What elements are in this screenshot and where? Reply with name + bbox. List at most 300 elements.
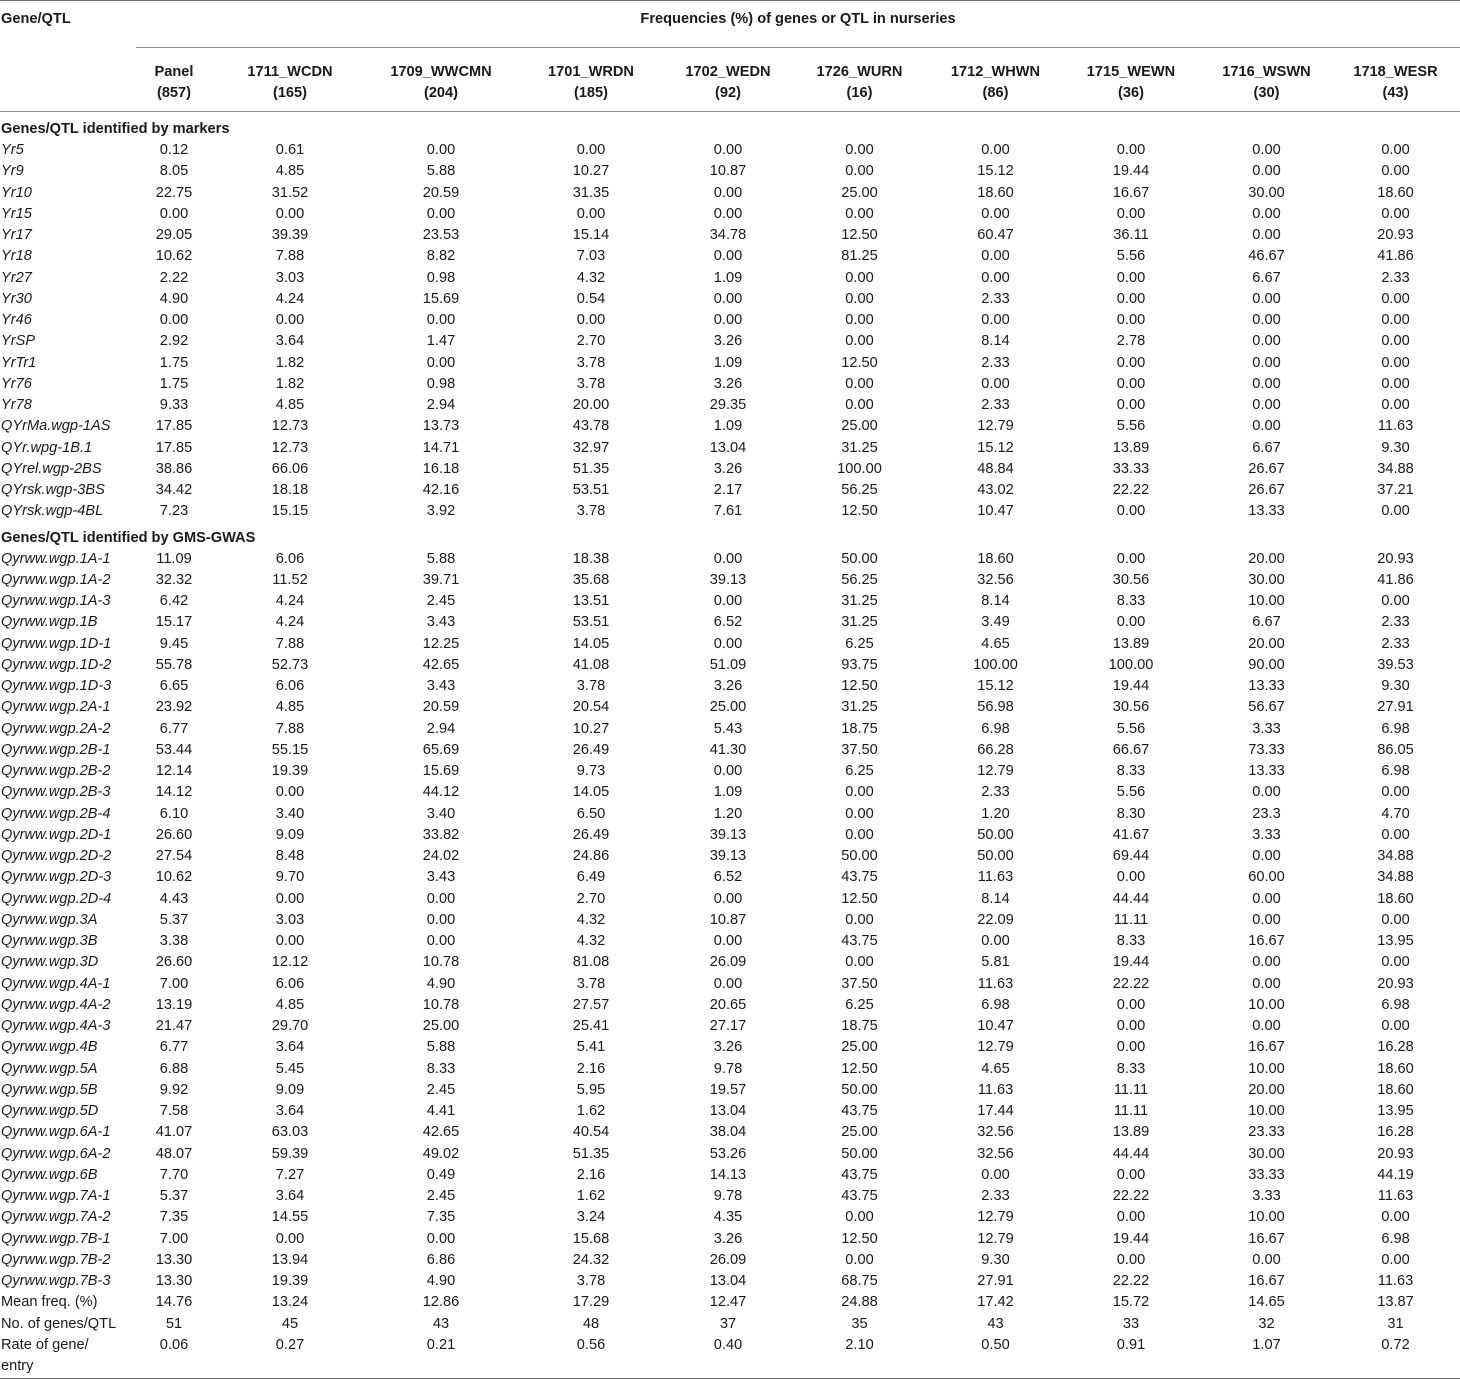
frequency-cell: 0.00	[426, 312, 456, 328]
frequency-cell: 27.17	[709, 1018, 747, 1034]
frequency-cell: 21.47	[155, 1018, 193, 1034]
frequency-cell: 36.11	[1113, 227, 1149, 243]
frequency-cell: 0.00	[426, 205, 456, 222]
frequency-cell: 3.43	[426, 678, 456, 694]
frequency-cell: 38.04	[709, 1124, 747, 1141]
frequency-cell: 0.00	[1381, 290, 1410, 307]
frequency-cell: 12.50	[841, 1230, 878, 1247]
frequency-cell: 0.00	[275, 1230, 305, 1247]
gene-name: QYrsk.wgp-4BL	[1, 503, 104, 520]
table-row	[0, 161, 1460, 182]
frequency-cell: 22.09	[977, 911, 1014, 928]
table-row	[0, 310, 1460, 331]
frequency-cell: 0.00	[1116, 996, 1146, 1013]
summary-cell: 37	[719, 1315, 737, 1332]
frequency-cell: 3.03	[275, 911, 305, 928]
frequency-cell: 0.00	[275, 933, 305, 949]
frequency-cell: 0.00	[713, 763, 743, 779]
table-row	[0, 782, 1460, 803]
frequency-cell: 6.98	[1381, 1230, 1410, 1247]
frequency-cell: 8.14	[981, 890, 1010, 907]
frequency-cell: 0.00	[713, 890, 743, 907]
frequency-cell: 19.44	[1112, 163, 1150, 180]
summary-label: Rate of gene/ entry	[0, 1335, 136, 1379]
frequency-cell: 30.56	[1112, 571, 1150, 588]
frequency-cell: 0.00	[845, 312, 874, 328]
frequency-cell: 0.00	[713, 205, 743, 222]
frequency-cell: 0.00	[1252, 205, 1281, 222]
frequency-cell: 0.00	[713, 550, 743, 567]
frequency-cell: 0.00	[275, 890, 305, 907]
frequency-cell: 7.70	[159, 1166, 189, 1183]
summary-cell: 1.07	[1202, 1335, 1331, 1379]
frequency-cell: 42.65	[422, 656, 460, 673]
frequency-cell: 42.16	[422, 482, 460, 498]
gene-name: Qyrww.wgp.2B-2	[1, 763, 111, 779]
frequency-cell: 50.00	[841, 1145, 878, 1162]
frequency-cell: 17.85	[155, 439, 193, 456]
frequency-cell: 32.56	[977, 1145, 1014, 1162]
frequency-cell: 0.00	[845, 1251, 874, 1268]
frequency-cell: 0.00	[1381, 826, 1410, 843]
summary-row	[0, 1335, 1460, 1379]
frequency-cell: 44.44	[1112, 890, 1150, 907]
frequency-cell: 9.70	[275, 869, 305, 886]
frequency-cell: 7.35	[426, 1209, 456, 1226]
frequency-cell: 0.00	[426, 890, 456, 907]
frequency-cell: 3.43	[426, 614, 456, 631]
summary-cell: 13.87	[1377, 1294, 1414, 1311]
column-header: 1709_WWCMN (204)	[368, 48, 514, 112]
column-header: 1701_WRDN (185)	[514, 48, 668, 112]
frequency-cell: 7.88	[275, 635, 305, 652]
frequency-cell: 3.78	[576, 354, 606, 371]
frequency-cell: 25.00	[841, 1039, 878, 1056]
frequency-cell: 0.00	[1116, 312, 1146, 328]
frequency-cell: 3.92	[426, 503, 456, 520]
frequency-cell: 13.89	[1112, 1124, 1150, 1141]
frequency-cell: 0.00	[981, 312, 1010, 328]
frequency-cell: 10.62	[155, 869, 193, 886]
frequency-cell: 6.86	[426, 1251, 456, 1268]
frequency-cell: 3.33	[1252, 1188, 1281, 1204]
frequency-cell: 0.00	[1252, 397, 1281, 413]
frequency-cell: 14.71	[422, 439, 460, 456]
frequency-cell: 2.33	[981, 1188, 1010, 1204]
frequency-cell: 27.57	[572, 996, 610, 1013]
frequency-cell: 5.43	[713, 720, 743, 737]
frequency-cell: 3.38	[159, 933, 189, 949]
frequency-cell: 3.03	[275, 269, 305, 286]
frequency-cell: 0.00	[845, 397, 874, 413]
frequency-cell: 22.75	[155, 184, 193, 201]
frequency-cell: 17.44	[977, 1103, 1014, 1119]
frequency-cell: 9.78	[713, 1188, 743, 1204]
frequency-cell: 23.53	[422, 227, 460, 243]
frequency-cell: 44.19	[1377, 1166, 1414, 1183]
frequency-cell: 37.50	[841, 975, 878, 992]
frequency-cell: 31.25	[841, 593, 878, 609]
frequency-cell: 81.25	[841, 248, 878, 265]
frequency-cell: 0.00	[981, 205, 1010, 222]
frequency-cell: 3.24	[576, 1209, 606, 1226]
frequency-cell: 2.33	[981, 290, 1010, 307]
frequency-cell: 1.82	[275, 354, 305, 371]
frequency-cell: 18.75	[841, 1018, 878, 1034]
frequency-cell: 60.00	[1248, 869, 1285, 886]
frequency-cell: 9.73	[576, 763, 606, 779]
gene-name: Qyrww.wgp.1A-2	[1, 571, 111, 588]
frequency-cell: 8.33	[1116, 593, 1146, 609]
frequency-cell: 10.27	[572, 163, 610, 180]
frequency-cell: 4.43	[159, 890, 189, 907]
frequency-cell: 9.09	[275, 1081, 305, 1098]
frequency-cell: 27.91	[977, 1273, 1014, 1289]
frequency-cell: 3.26	[713, 678, 743, 694]
frequency-cell: 6.50	[576, 805, 606, 822]
frequency-cell: 19.39	[271, 1273, 309, 1289]
frequency-cell: 2.78	[1116, 333, 1146, 350]
gene-name: Yr10	[1, 184, 32, 201]
frequency-cell: 32.56	[977, 571, 1014, 588]
frequency-cell: 0.00	[1116, 1209, 1146, 1226]
frequency-cell: 39.13	[709, 571, 747, 588]
table-row	[0, 889, 1460, 910]
frequency-cell: 25.00	[841, 184, 878, 201]
frequency-cell: 9.30	[981, 1251, 1010, 1268]
summary-cell: 24.88	[841, 1294, 878, 1311]
nurseries-span-header: Frequencies (%) of genes or QTL in nurseries	[136, 1, 1460, 48]
frequency-cell: 0.00	[1252, 848, 1281, 864]
frequency-cell: 6.52	[713, 614, 743, 631]
frequency-cell: 0.00	[845, 911, 874, 928]
frequency-cell: 5.88	[426, 163, 456, 180]
frequency-cell: 12.12	[271, 954, 309, 971]
frequency-cell: 0.00	[1381, 375, 1410, 392]
table-row	[0, 395, 1460, 416]
frequency-cell: 11.11	[1113, 1081, 1149, 1098]
frequency-cell: 13.33	[1248, 678, 1285, 694]
frequency-cell: 13.95	[1377, 1103, 1414, 1119]
frequency-cell: 4.90	[159, 290, 189, 307]
frequency-cell: 6.06	[275, 550, 305, 567]
frequency-cell: 0.00	[845, 205, 874, 222]
frequency-cell: 32.32	[155, 571, 193, 588]
frequency-cell: 10.47	[977, 503, 1014, 520]
frequency-cell: 6.98	[981, 720, 1010, 737]
frequency-cell: 11.63	[977, 869, 1014, 886]
frequency-cell: 0.00	[1116, 503, 1146, 520]
frequency-cell: 0.00	[1116, 1039, 1146, 1056]
table-row	[0, 549, 1460, 570]
frequency-cell: 19.44	[1112, 1230, 1150, 1247]
frequency-cell: 50.00	[841, 1081, 878, 1098]
frequency-cell: 7.61	[713, 503, 743, 520]
frequency-cell: 5.88	[426, 550, 456, 567]
frequency-cell: 0.00	[845, 375, 874, 392]
frequency-cell: 40.54	[572, 1124, 610, 1141]
frequency-cell: 27.91	[1377, 699, 1414, 716]
frequency-cell: 12.79	[977, 1209, 1014, 1226]
frequency-cell: 8.48	[275, 848, 305, 864]
frequency-cell: 34.42	[155, 482, 193, 498]
frequency-cell: 16.28	[1377, 1039, 1414, 1056]
frequency-cell: 6.98	[1381, 996, 1410, 1013]
frequency-cell: 0.00	[713, 290, 743, 307]
frequency-cell: 56.67	[1248, 699, 1285, 716]
frequency-cell: 0.00	[1381, 333, 1410, 350]
frequency-cell: 8.30	[1116, 805, 1146, 822]
frequency-cell: 29.05	[155, 227, 193, 243]
frequency-cell: 6.42	[159, 593, 189, 609]
frequency-cell: 20.00	[572, 397, 610, 413]
frequency-cell: 6.65	[159, 678, 189, 694]
frequency-cell: 18.60	[1377, 1060, 1414, 1077]
table-body	[0, 112, 1460, 1379]
frequency-cell: 43.75	[841, 869, 878, 886]
frequency-cell: 41.86	[1377, 571, 1414, 588]
frequency-cell: 10.00	[1248, 1209, 1285, 1226]
frequency-cell: 0.98	[426, 269, 456, 286]
frequency-cell: 37.50	[841, 741, 878, 758]
gene-name: Qyrww.wgp.2B-1	[1, 741, 111, 758]
frequency-cell: 24.86	[572, 848, 610, 864]
frequency-cell: 0.00	[713, 975, 743, 992]
summary-label: No. of genes/QTL	[1, 1315, 117, 1332]
table-row	[0, 910, 1460, 931]
frequency-cell: 93.75	[841, 656, 878, 673]
frequency-cell: 42.65	[422, 1124, 460, 1141]
frequency-cell: 34.88	[1377, 869, 1414, 886]
summary-cell: 43	[987, 1315, 1004, 1332]
frequency-cell: 33.82	[422, 826, 460, 843]
gene-name: Yr78	[1, 397, 32, 413]
gene-name: Qyrww.wgp.2D-4	[1, 890, 112, 907]
frequency-cell: 4.90	[426, 1273, 456, 1289]
frequency-cell: 0.00	[1116, 1166, 1146, 1183]
frequency-cell: 0.00	[275, 205, 305, 222]
frequency-cell: 15.12	[977, 678, 1014, 694]
frequency-cell: 2.33	[981, 784, 1010, 801]
table-row	[0, 804, 1460, 825]
frequency-cell: 8.14	[981, 593, 1010, 609]
frequency-cell: 44.12	[422, 784, 460, 801]
frequency-cell: 25.00	[841, 418, 878, 435]
table-row	[0, 1080, 1460, 1101]
summary-cell: 31	[1387, 1315, 1404, 1332]
frequency-cell: 16.67	[1112, 184, 1150, 201]
frequency-cell: 13.30	[155, 1273, 193, 1289]
frequency-cell: 6.10	[159, 805, 189, 822]
frequency-cell: 9.33	[159, 397, 189, 413]
frequency-cell: 12.50	[841, 503, 878, 520]
frequency-cell: 25.00	[422, 1018, 460, 1034]
frequency-cell: 29.35	[709, 397, 747, 413]
frequency-cell: 43.75	[841, 933, 878, 949]
frequency-cell: 1.62	[576, 1188, 606, 1204]
table-row	[0, 140, 1460, 161]
frequency-cell: 9.30	[1381, 678, 1410, 694]
frequency-cell: 0.00	[1381, 205, 1410, 222]
frequency-cell: 34.78	[709, 227, 747, 243]
frequency-cell: 65.69	[422, 741, 460, 758]
frequency-cell: 2.94	[426, 720, 456, 737]
frequency-cell: 4.85	[275, 699, 305, 716]
summary-cell: 14.65	[1248, 1294, 1285, 1311]
frequency-cell: 20.93	[1377, 550, 1414, 567]
frequency-cell: 32.97	[572, 439, 610, 456]
frequency-cell: 0.00	[1252, 142, 1281, 158]
frequency-cell: 12.79	[977, 1230, 1014, 1247]
gene-name: Qyrww.wgp.7A-1	[1, 1188, 111, 1204]
frequency-cell: 20.00	[1248, 550, 1285, 567]
summary-cell: 43	[432, 1315, 450, 1332]
table-row	[0, 1229, 1460, 1250]
gene-name: YrTr1	[1, 354, 37, 371]
frequency-cell: 10.27	[572, 720, 610, 737]
frequency-cell: 0.00	[845, 290, 874, 307]
frequency-cell: 0.00	[1252, 911, 1281, 928]
frequency-cell: 4.35	[713, 1209, 743, 1226]
frequency-cell: 39.13	[709, 826, 747, 843]
table-row	[0, 225, 1460, 246]
summary-cell: 0.40	[668, 1335, 788, 1379]
frequency-cell: 7.58	[159, 1103, 189, 1119]
table-row	[0, 374, 1460, 395]
frequency-cell: 0.49	[426, 1166, 456, 1183]
frequency-cell: 73.33	[1248, 741, 1285, 758]
frequency-cell: 12.50	[841, 678, 878, 694]
frequency-cell: 11.63	[977, 1081, 1014, 1098]
summary-cell: 17.29	[572, 1294, 610, 1311]
frequency-cell: 41.67	[1112, 826, 1150, 843]
table-row	[0, 501, 1460, 522]
frequency-cell: 20.54	[572, 699, 610, 716]
frequency-cell: 6.88	[159, 1060, 189, 1077]
frequency-cell: 0.00	[1116, 1251, 1146, 1268]
frequency-cell: 0.00	[845, 142, 874, 158]
frequency-cell: 0.00	[1252, 784, 1281, 801]
gene-column-header: Gene/QTL	[0, 1, 136, 48]
summary-row	[0, 1314, 1460, 1335]
table-row	[0, 719, 1460, 740]
frequency-cell: 14.05	[572, 635, 610, 652]
frequency-cell: 0.00	[981, 269, 1010, 286]
frequency-cell: 0.00	[1381, 142, 1410, 158]
frequency-cell: 31.25	[841, 439, 878, 456]
frequency-cell: 0.00	[713, 933, 743, 949]
table-row	[0, 1165, 1460, 1186]
frequency-cell: 9.45	[159, 635, 189, 652]
frequency-cell: 2.16	[576, 1166, 606, 1183]
frequency-cell: 53.26	[709, 1145, 747, 1162]
frequency-cell: 10.00	[1248, 593, 1285, 609]
frequency-cell: 15.12	[977, 439, 1014, 456]
frequency-cell: 13.33	[1248, 763, 1285, 779]
frequency-cell: 5.88	[426, 1039, 456, 1056]
frequency-cell: 0.00	[1252, 1251, 1281, 1268]
frequency-cell: 3.26	[713, 1039, 743, 1056]
frequency-cell: 50.00	[977, 848, 1014, 864]
frequency-cell: 4.41	[426, 1103, 456, 1119]
frequency-cell: 25.41	[572, 1018, 610, 1034]
gene-name: QYrsk.wgp-3BS	[1, 482, 105, 498]
table-row	[0, 952, 1460, 973]
frequency-cell: 31.25	[841, 699, 878, 716]
frequency-cell: 1.62	[576, 1103, 606, 1119]
gene-name: QYr.wpg-1B.1	[1, 439, 93, 456]
frequency-cell: 6.25	[845, 996, 874, 1013]
gene-name: Qyrww.wgp.7B-2	[1, 1251, 111, 1268]
frequency-cell: 30.00	[1248, 571, 1285, 588]
frequency-cell: 3.40	[426, 805, 456, 822]
frequency-cell: 43.78	[572, 418, 610, 435]
column-header: 1702_WEDN (92)	[668, 48, 788, 112]
frequency-cell: 20.59	[422, 699, 460, 716]
frequency-cell: 7.23	[159, 503, 189, 520]
frequency-cell: 6.25	[845, 763, 874, 779]
gene-name: Qyrww.wgp.2D-1	[1, 826, 112, 843]
frequency-cell: 15.69	[422, 290, 460, 307]
frequency-cell: 0.00	[426, 933, 456, 949]
frequency-cell: 6.06	[275, 975, 305, 992]
frequency-cell: 20.93	[1377, 975, 1414, 992]
frequency-cell: 13.19	[155, 996, 193, 1013]
summary-cell: 33	[1122, 1315, 1140, 1332]
table-row	[0, 697, 1460, 718]
frequency-cell: 0.00	[1252, 975, 1281, 992]
gene-name: Yr76	[1, 375, 32, 392]
frequency-cell: 39.39	[271, 227, 309, 243]
frequency-cell: 6.77	[159, 720, 189, 737]
frequency-cell: 59.39	[271, 1145, 309, 1162]
frequency-cell: 13.51	[572, 593, 610, 609]
frequency-cell: 81.08	[572, 954, 610, 971]
frequency-cell: 4.24	[275, 593, 305, 609]
frequency-cell: 0.00	[1252, 354, 1281, 371]
frequency-cell: 6.98	[1381, 720, 1410, 737]
frequency-cell: 15.69	[422, 763, 460, 779]
gene-name: QYrel.wgp-2BS	[1, 460, 102, 477]
table-row	[0, 1101, 1460, 1122]
frequency-cell: 100.00	[973, 656, 1018, 673]
frequency-cell: 6.67	[1252, 614, 1281, 631]
column-header: 1715_WEWN (36)	[1060, 48, 1202, 112]
frequency-cell: 6.52	[713, 869, 743, 886]
frequency-cell: 7.00	[159, 975, 189, 992]
frequency-cell: 3.26	[713, 375, 743, 392]
frequency-cell: 0.00	[845, 269, 874, 286]
frequency-cell: 31.52	[271, 184, 309, 201]
frequency-cell: 31.35	[572, 184, 610, 201]
frequency-cell: 2.22	[159, 269, 189, 286]
frequency-cell: 11.52	[272, 571, 308, 588]
frequency-cell: 30.00	[1248, 1145, 1285, 1162]
frequency-cell: 0.00	[1381, 1209, 1410, 1226]
table-row	[0, 416, 1460, 437]
frequency-cell: 20.00	[1248, 635, 1285, 652]
summary-cell: 12.86	[422, 1294, 460, 1311]
summary-row	[0, 1292, 1460, 1313]
frequency-cell: 12.50	[841, 890, 878, 907]
frequency-cell: 0.00	[1252, 312, 1281, 328]
frequency-cell: 0.00	[159, 205, 189, 222]
summary-cell: 35	[851, 1315, 868, 1332]
frequency-cell: 26.09	[709, 954, 747, 971]
frequency-cell: 11.09	[156, 550, 192, 567]
frequency-cell: 2.70	[576, 333, 606, 350]
frequency-cell: 6.98	[981, 996, 1010, 1013]
